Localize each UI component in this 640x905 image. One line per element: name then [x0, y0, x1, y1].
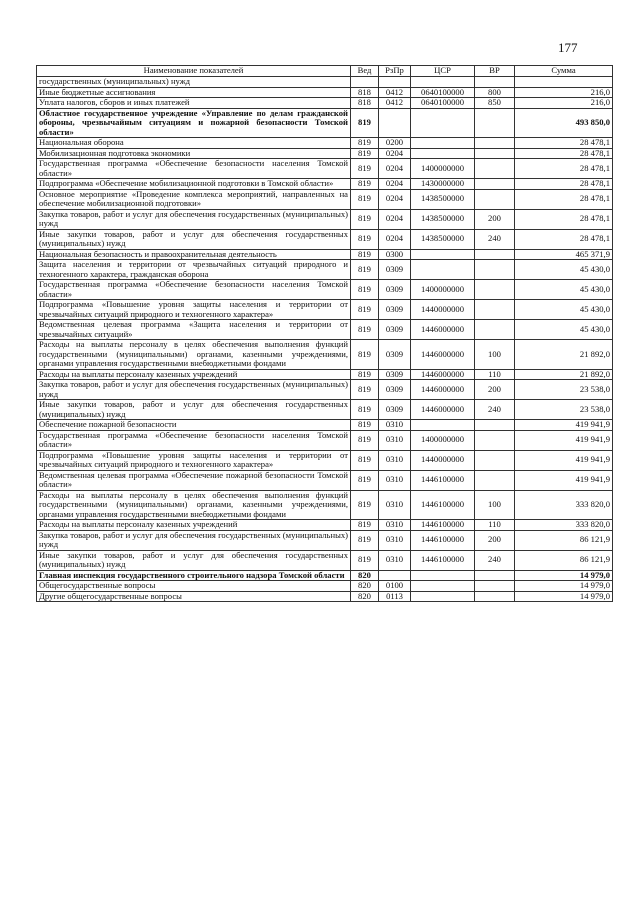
row-vr-cell	[475, 77, 515, 88]
table-row	[37, 108, 613, 138]
table-row	[37, 490, 613, 520]
row-name-cell: Расходы на выплаты персоналу казенных учреждений	[37, 520, 351, 531]
row-csr-cell: 1438500000	[411, 189, 475, 209]
row-sum-cell: 28 478,1	[515, 189, 613, 209]
row-rzpr-cell: 0204	[379, 209, 411, 229]
row-name-cell: Главная инспекция государственного строительного надзора Томской области	[37, 570, 351, 581]
table-header-row	[37, 66, 613, 77]
row-vr-cell	[475, 108, 515, 138]
row-vr-cell	[475, 570, 515, 581]
row-name-cell: Областное государственное учреждение «Управление по делам гражданской обороны, чрезвычайным ситуациям и пожарной безопасности Томской области»	[37, 108, 351, 138]
row-ved-cell: 819	[351, 380, 379, 400]
row-ved-cell: 818	[351, 98, 379, 109]
row-rzpr-cell: 0309	[379, 320, 411, 340]
row-rzpr-cell: 0412	[379, 87, 411, 98]
table-row	[37, 229, 613, 249]
row-name-cell: Другие общегосударственные вопросы	[37, 591, 351, 602]
row-rzpr-cell: 0310	[379, 430, 411, 450]
row-csr-cell: 1440000000	[411, 450, 475, 470]
row-csr-cell: 1440000000	[411, 300, 475, 320]
table-row	[37, 98, 613, 109]
row-csr-cell	[411, 420, 475, 431]
row-ved-cell: 819	[351, 430, 379, 450]
row-ved-cell: 819	[351, 138, 379, 149]
row-ved-cell: 819	[351, 340, 379, 370]
row-csr-cell: 1446100000	[411, 470, 475, 490]
row-vr-cell	[475, 280, 515, 300]
row-rzpr-cell: 0300	[379, 249, 411, 260]
row-csr-cell: 1400000000	[411, 159, 475, 179]
row-vr-cell	[475, 470, 515, 490]
row-sum-cell: 86 121,9	[515, 530, 613, 550]
row-csr-cell: 1446100000	[411, 520, 475, 531]
row-name-cell: Мобилизационная подготовка экономики	[37, 148, 351, 159]
table-row	[37, 400, 613, 420]
row-ved-cell: 820	[351, 570, 379, 581]
table-row	[37, 520, 613, 531]
row-vr-cell: 200	[475, 380, 515, 400]
row-vr-cell: 240	[475, 400, 515, 420]
table-row	[37, 420, 613, 431]
table-row	[37, 260, 613, 280]
row-csr-cell: 0640100000	[411, 87, 475, 98]
row-csr-cell: 1446000000	[411, 369, 475, 380]
row-rzpr-cell: 0310	[379, 470, 411, 490]
row-ved-cell: 819	[351, 280, 379, 300]
row-ved-cell: 819	[351, 400, 379, 420]
row-sum-cell: 21 892,0	[515, 340, 613, 370]
row-csr-cell	[411, 77, 475, 88]
row-name-cell: Государственная программа «Обеспечение безопасности населения Томской области»	[37, 280, 351, 300]
row-name-cell: Расходы на выплаты персоналу в целях обеспечения выполнения функций государственными (муниципальными) органами, казенными учреждениями, органами управления государственными внебюджетными фондами	[37, 340, 351, 370]
row-csr-cell: 1446100000	[411, 490, 475, 520]
row-name-cell: Закупка товаров, работ и услуг для обеспечения государственных (муниципальных) нужд	[37, 380, 351, 400]
row-sum-cell: 216,0	[515, 98, 613, 109]
row-csr-cell: 1446000000	[411, 320, 475, 340]
row-rzpr-cell: 0204	[379, 179, 411, 190]
table-row	[37, 148, 613, 159]
row-rzpr-cell: 0310	[379, 520, 411, 531]
row-rzpr-cell: 0310	[379, 420, 411, 431]
row-name-cell: Национальная оборона	[37, 138, 351, 149]
row-vr-cell	[475, 450, 515, 470]
row-sum-cell: 86 121,9	[515, 550, 613, 570]
row-csr-cell	[411, 108, 475, 138]
row-ved-cell: 819	[351, 420, 379, 431]
row-sum-cell: 493 850,0	[515, 108, 613, 138]
row-vr-cell: 100	[475, 340, 515, 370]
row-ved-cell: 819	[351, 520, 379, 531]
row-rzpr-cell: 0309	[379, 260, 411, 280]
row-name-cell: Ведомственная целевая программа «Обеспечение пожарной безопасности Томской области»	[37, 470, 351, 490]
row-rzpr-cell: 0309	[379, 369, 411, 380]
table-row	[37, 450, 613, 470]
row-sum-cell: 45 430,0	[515, 260, 613, 280]
row-rzpr-cell	[379, 108, 411, 138]
row-ved-cell: 819	[351, 209, 379, 229]
row-name-cell: Иные бюджетные ассигнования	[37, 87, 351, 98]
row-ved-cell: 819	[351, 530, 379, 550]
table-row	[37, 77, 613, 88]
row-sum-cell: 23 538,0	[515, 400, 613, 420]
row-sum-cell: 333 820,0	[515, 490, 613, 520]
page-number: 177	[558, 40, 578, 55]
table-row	[37, 530, 613, 550]
row-ved-cell: 819	[351, 260, 379, 280]
table-row	[37, 249, 613, 260]
row-csr-cell	[411, 249, 475, 260]
row-sum-cell: 28 478,1	[515, 209, 613, 229]
table-row	[37, 369, 613, 380]
row-vr-cell: 110	[475, 520, 515, 531]
table-row	[37, 340, 613, 370]
table-row	[37, 280, 613, 300]
row-csr-cell: 1400000000	[411, 280, 475, 300]
row-rzpr-cell: 0309	[379, 280, 411, 300]
row-name-cell: Подпрограмма «Повышение уровня защиты населения и территории от чрезвычайных ситуаций природного и техногенного характера»	[37, 300, 351, 320]
row-sum-cell: 419 941,9	[515, 420, 613, 431]
row-sum-cell: 465 371,9	[515, 249, 613, 260]
row-rzpr-cell: 0200	[379, 138, 411, 149]
table-row	[37, 380, 613, 400]
column-header-sum: Сумма	[515, 66, 613, 77]
row-vr-cell: 240	[475, 229, 515, 249]
row-rzpr-cell: 0204	[379, 159, 411, 179]
row-rzpr-cell: 0309	[379, 300, 411, 320]
row-sum-cell: 419 941,9	[515, 450, 613, 470]
column-header-rzpr: РзПр	[379, 66, 411, 77]
table-row	[37, 179, 613, 190]
table-row	[37, 159, 613, 179]
row-ved-cell: 820	[351, 581, 379, 592]
row-rzpr-cell: 0204	[379, 189, 411, 209]
row-sum-cell: 21 892,0	[515, 369, 613, 380]
budget-table	[36, 65, 613, 602]
row-csr-cell: 1446100000	[411, 530, 475, 550]
table-row	[37, 138, 613, 149]
row-ved-cell: 819	[351, 300, 379, 320]
row-sum-cell: 28 478,1	[515, 159, 613, 179]
row-ved-cell: 819	[351, 490, 379, 520]
row-rzpr-cell	[379, 77, 411, 88]
row-ved-cell: 819	[351, 450, 379, 470]
column-header-ved: Вед	[351, 66, 379, 77]
row-rzpr-cell: 0113	[379, 591, 411, 602]
row-name-cell: Общегосударственные вопросы	[37, 581, 351, 592]
table-row	[37, 581, 613, 592]
row-rzpr-cell: 0309	[379, 380, 411, 400]
row-csr-cell	[411, 148, 475, 159]
row-vr-cell: 850	[475, 98, 515, 109]
row-name-cell: Защита населения и территории от чрезвычайных ситуаций природного и техногенного характера, гражданская оборона	[37, 260, 351, 280]
row-name-cell: Национальная безопасность и правоохранительная деятельность	[37, 249, 351, 260]
table-row	[37, 320, 613, 340]
row-vr-cell	[475, 189, 515, 209]
row-sum-cell: 28 478,1	[515, 179, 613, 190]
row-rzpr-cell: 0412	[379, 98, 411, 109]
column-header-vr: ВР	[475, 66, 515, 77]
row-name-cell: Ведомственная целевая программа «Защита населения и территории от чрезвычайных ситуаций»	[37, 320, 351, 340]
row-vr-cell	[475, 260, 515, 280]
row-rzpr-cell: 0310	[379, 530, 411, 550]
row-sum-cell: 14 979,0	[515, 591, 613, 602]
row-sum-cell: 28 478,1	[515, 229, 613, 249]
row-rzpr-cell: 0310	[379, 490, 411, 520]
row-sum-cell: 45 430,0	[515, 280, 613, 300]
row-vr-cell	[475, 148, 515, 159]
row-name-cell: Государственная программа «Обеспечение безопасности населения Томской области»	[37, 159, 351, 179]
row-rzpr-cell: 0100	[379, 581, 411, 592]
table-row	[37, 300, 613, 320]
row-vr-cell	[475, 581, 515, 592]
row-rzpr-cell	[379, 570, 411, 581]
row-name-cell: Расходы на выплаты персоналу в целях обеспечения выполнения функций государственными (муниципальными) органами, казенными учреждениями, органами управления государственными внебюджетными фондами	[37, 490, 351, 520]
row-vr-cell	[475, 138, 515, 149]
row-csr-cell	[411, 260, 475, 280]
row-name-cell: Подпрограмма «Обеспечение мобилизационной подготовки в Томской области»	[37, 179, 351, 190]
row-sum-cell	[515, 77, 613, 88]
row-csr-cell	[411, 138, 475, 149]
table-row	[37, 87, 613, 98]
row-ved-cell: 819	[351, 320, 379, 340]
row-name-cell: Подпрограмма «Повышение уровня защиты населения и территории от чрезвычайных ситуаций природного и техногенного характера»	[37, 450, 351, 470]
row-name-cell: Закупка товаров, работ и услуг для обеспечения государственных (муниципальных) нужд	[37, 209, 351, 229]
row-csr-cell: 1400000000	[411, 430, 475, 450]
row-vr-cell	[475, 159, 515, 179]
row-csr-cell: 1446000000	[411, 340, 475, 370]
row-ved-cell: 819	[351, 229, 379, 249]
row-name-cell: Иные закупки товаров, работ и услуг для обеспечения государственных (муниципальных) нужд	[37, 550, 351, 570]
table-row	[37, 189, 613, 209]
row-sum-cell: 419 941,9	[515, 430, 613, 450]
row-vr-cell: 800	[475, 87, 515, 98]
row-name-cell: Закупка товаров, работ и услуг для обеспечения государственных (муниципальных) нужд	[37, 530, 351, 550]
row-name-cell: Государственная программа «Обеспечение безопасности населения Томской области»	[37, 430, 351, 450]
row-name-cell: Расходы на выплаты персоналу казенных учреждений	[37, 369, 351, 380]
row-vr-cell: 200	[475, 209, 515, 229]
row-vr-cell: 200	[475, 530, 515, 550]
row-sum-cell: 14 979,0	[515, 581, 613, 592]
row-csr-cell: 1446000000	[411, 400, 475, 420]
table-row	[37, 591, 613, 602]
row-vr-cell	[475, 591, 515, 602]
row-vr-cell	[475, 320, 515, 340]
row-sum-cell: 28 478,1	[515, 148, 613, 159]
row-sum-cell: 333 820,0	[515, 520, 613, 531]
row-name-cell: Иные закупки товаров, работ и услуг для обеспечения государственных (муниципальных) нужд	[37, 229, 351, 249]
row-ved-cell: 820	[351, 591, 379, 602]
row-sum-cell: 28 478,1	[515, 138, 613, 149]
table-row	[37, 550, 613, 570]
row-sum-cell: 14 979,0	[515, 570, 613, 581]
row-rzpr-cell: 0310	[379, 450, 411, 470]
row-csr-cell: 1438500000	[411, 209, 475, 229]
row-vr-cell	[475, 420, 515, 431]
row-rzpr-cell: 0309	[379, 340, 411, 370]
row-sum-cell: 216,0	[515, 87, 613, 98]
row-rzpr-cell: 0309	[379, 400, 411, 420]
row-ved-cell: 819	[351, 550, 379, 570]
row-ved-cell: 819	[351, 159, 379, 179]
row-ved-cell: 819	[351, 108, 379, 138]
row-name-cell: Иные закупки товаров, работ и услуг для обеспечения государственных (муниципальных) нужд	[37, 400, 351, 420]
row-rzpr-cell: 0204	[379, 148, 411, 159]
table-row	[37, 209, 613, 229]
row-vr-cell: 110	[475, 369, 515, 380]
row-csr-cell	[411, 581, 475, 592]
row-sum-cell: 419 941,9	[515, 470, 613, 490]
row-csr-cell	[411, 570, 475, 581]
table-row	[37, 570, 613, 581]
row-csr-cell: 1446100000	[411, 550, 475, 570]
table-row	[37, 430, 613, 450]
row-sum-cell: 23 538,0	[515, 380, 613, 400]
row-csr-cell: 1430000000	[411, 179, 475, 190]
column-header-name: Наименование показателей	[37, 66, 351, 77]
row-csr-cell	[411, 591, 475, 602]
row-vr-cell: 240	[475, 550, 515, 570]
row-name-cell: Уплата налогов, сборов и иных платежей	[37, 98, 351, 109]
row-vr-cell	[475, 249, 515, 260]
row-csr-cell: 0640100000	[411, 98, 475, 109]
row-ved-cell: 818	[351, 87, 379, 98]
row-vr-cell: 100	[475, 490, 515, 520]
row-sum-cell: 45 430,0	[515, 320, 613, 340]
column-header-csr: ЦСР	[411, 66, 475, 77]
row-ved-cell: 819	[351, 249, 379, 260]
row-rzpr-cell: 0204	[379, 229, 411, 249]
row-csr-cell: 1438500000	[411, 229, 475, 249]
row-ved-cell	[351, 77, 379, 88]
row-name-cell: государственных (муниципальных) нужд	[37, 77, 351, 88]
row-vr-cell	[475, 430, 515, 450]
row-name-cell: Обеспечение пожарной безопасности	[37, 420, 351, 431]
row-vr-cell	[475, 300, 515, 320]
row-ved-cell: 819	[351, 470, 379, 490]
row-csr-cell: 1446000000	[411, 380, 475, 400]
row-ved-cell: 819	[351, 189, 379, 209]
row-ved-cell: 819	[351, 148, 379, 159]
table-row	[37, 470, 613, 490]
row-sum-cell: 45 430,0	[515, 300, 613, 320]
row-vr-cell	[475, 179, 515, 190]
row-name-cell: Основное мероприятие «Проведение комплекса мероприятий, направленных на обеспечение мобилизационной подготовки»	[37, 189, 351, 209]
row-rzpr-cell: 0310	[379, 550, 411, 570]
row-ved-cell: 819	[351, 179, 379, 190]
row-ved-cell: 819	[351, 369, 379, 380]
